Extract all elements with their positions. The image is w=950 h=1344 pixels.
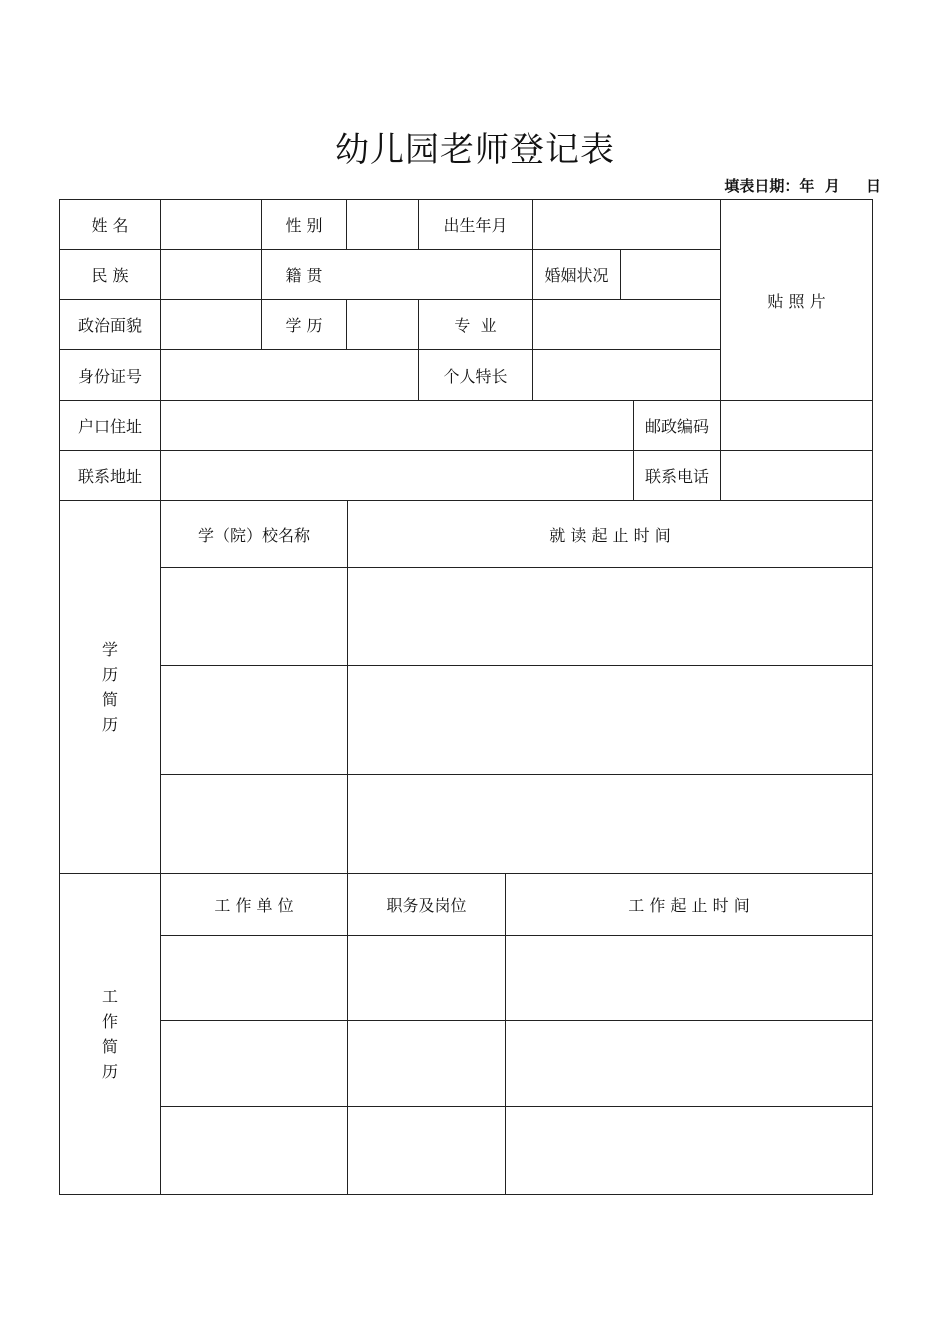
form-title: 幼儿园老师登记表 [335, 130, 615, 170]
fill-date-day: 日 [865, 177, 881, 195]
education-section-text: 学历简历 [101, 640, 118, 734]
label-name: 姓 名 [91, 216, 129, 235]
work-unit-header: 工 作 单 位 [214, 896, 294, 915]
work-period-header: 工 作 起 止 时 间 [628, 896, 750, 915]
row-divider [160, 567, 873, 568]
label-marital: 婚姻状况 [544, 266, 609, 285]
label-postal-code: 邮政编码 [644, 417, 709, 436]
label-political: 政治面貌 [77, 316, 142, 335]
row-divider [59, 400, 873, 401]
row-divider [160, 1106, 873, 1107]
label-major: 专 业 [454, 316, 497, 335]
row-divider [160, 774, 873, 775]
col-divider [346, 299, 347, 349]
label-hukou-address: 户口住址 [77, 417, 142, 436]
label-birth: 出生年月 [443, 216, 508, 235]
row-divider [160, 935, 873, 936]
label-native-place: 籍 贯 [285, 266, 323, 285]
education-section-label [60, 501, 160, 873]
position-header: 职务及岗位 [386, 896, 467, 915]
fill-date-gap [840, 177, 866, 195]
label-phone: 联系电话 [644, 467, 709, 486]
label-contact-address: 联系地址 [77, 467, 142, 486]
label-specialty: 个人特长 [443, 366, 508, 386]
col-divider [620, 249, 621, 299]
label-photo: 贴 照 片 [767, 291, 826, 311]
study-period-header: 就 读 起 止 时 间 [549, 525, 671, 545]
label-ethnicity: 民 族 [91, 266, 129, 285]
row-divider [160, 665, 873, 666]
row-divider [160, 1020, 873, 1021]
col-divider [160, 199, 161, 1195]
label-education: 学 历 [285, 316, 323, 335]
fill-date-prefix: 填表日期：年 月 [724, 177, 840, 195]
fill-date [724, 176, 881, 196]
col-divider [532, 199, 533, 400]
work-section-text: 工作简历 [101, 987, 118, 1081]
label-gender: 性 别 [285, 216, 323, 235]
work-section-label [60, 874, 160, 1194]
row-divider [59, 450, 873, 451]
col-divider [346, 199, 347, 249]
school-name-header: 学（院）校名称 [197, 525, 310, 545]
label-id-number: 身份证号 [77, 366, 142, 386]
